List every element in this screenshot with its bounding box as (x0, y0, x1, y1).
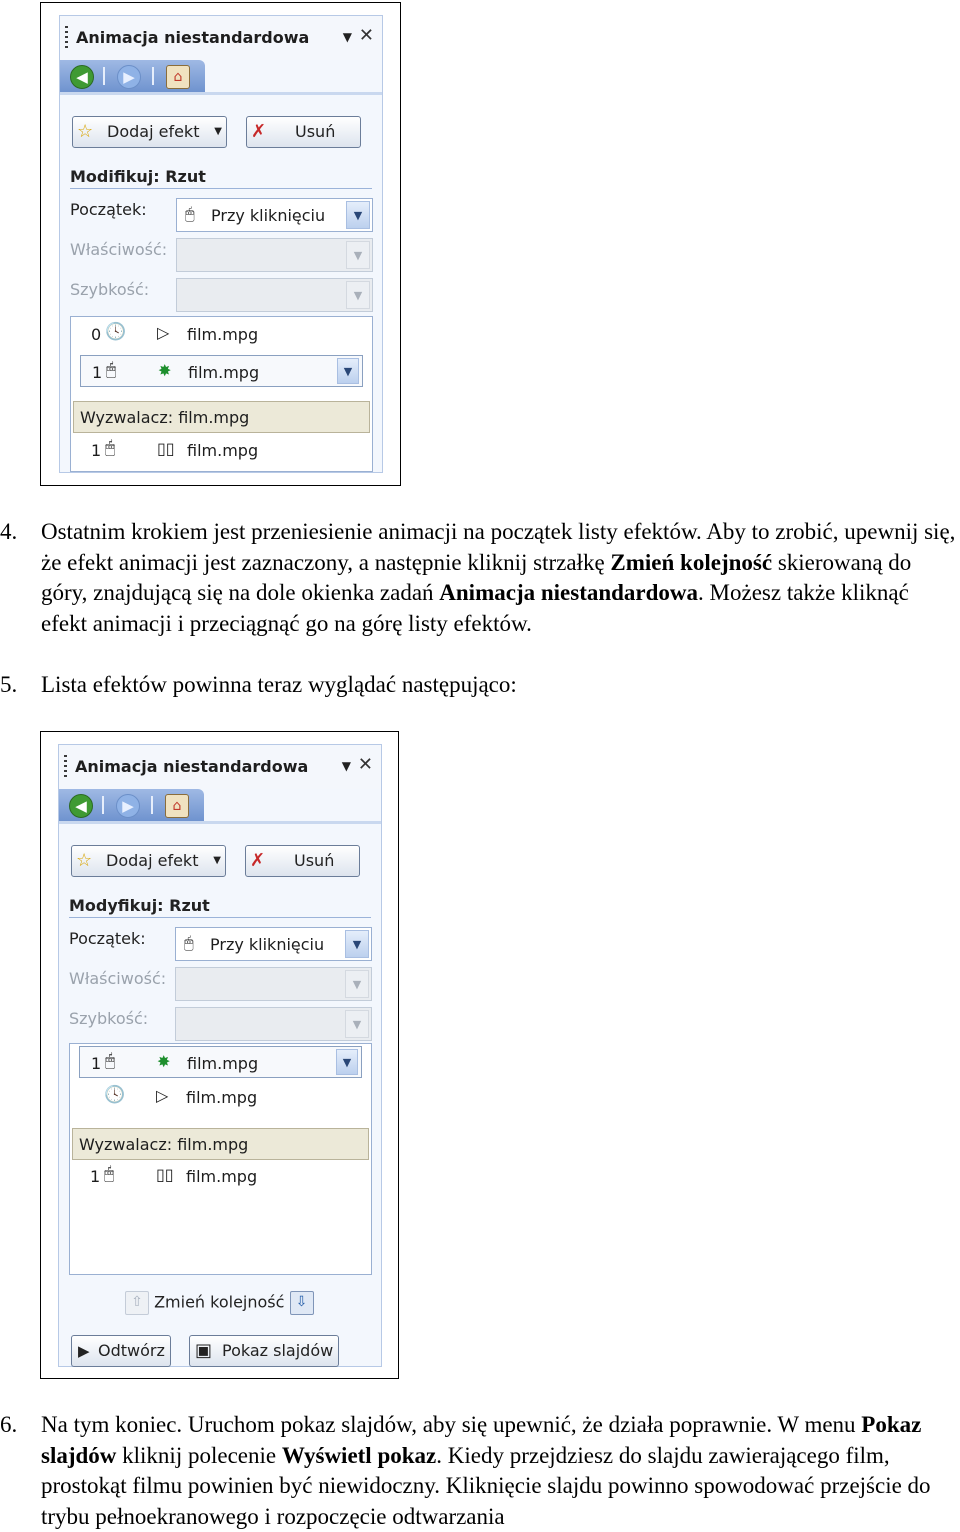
start-label: Początek: (69, 929, 146, 948)
item-number: 1 (92, 363, 103, 382)
play-icon: ▷ (156, 1086, 169, 1105)
nav-toolbar (60, 60, 205, 92)
list-item[interactable] (70, 1081, 371, 1113)
pane-title: Animacja niestandardowa (75, 757, 309, 776)
property-label: Właściwość: (69, 969, 167, 988)
mouse-icon: 🖱 (105, 1051, 116, 1071)
text: Ostatnim krokiem jest przeniesienie animacji na początek listy efektów. Aby to zrobić, upewnij się, że efekt animacji jest zaznaczony, a następnie kliknij strzałkę (41, 519, 956, 575)
slideshow-button[interactable] (189, 1335, 339, 1367)
reorder-control (125, 1291, 314, 1315)
pane-title-bar (59, 745, 381, 789)
slideshow-label: Pokaz slajdów (222, 1341, 334, 1360)
reorder-label: Zmień kolejność (154, 1292, 285, 1312)
pane-title-bar (60, 16, 382, 60)
star-icon: ✸ (157, 1052, 171, 1071)
list-item-selected[interactable] (80, 355, 363, 387)
list-item[interactable] (71, 318, 372, 350)
chevron-down-icon[interactable]: ▼ (345, 1010, 369, 1038)
star-icon: ✸ (158, 361, 172, 380)
bold-text: Wyświetl pokaz (281, 1442, 437, 1468)
screenshot-custom-animation-1 (40, 2, 401, 486)
effect-list (70, 316, 373, 472)
item-name: film.mpg (187, 1054, 259, 1073)
chevron-down-icon[interactable]: ▼ (336, 1049, 358, 1075)
speed-select[interactable] (175, 1007, 372, 1041)
pause-icon: ▯▯ (157, 439, 175, 458)
effect-list (69, 1043, 372, 1275)
move-up-icon[interactable]: ⇧ (125, 1291, 149, 1315)
chevron-down-icon[interactable]: ▼ (345, 970, 369, 998)
task-pane (58, 744, 382, 1367)
screenshot-custom-animation-2 (40, 731, 399, 1379)
clock-icon: 🕓 (104, 1085, 126, 1105)
start-select[interactable] (175, 927, 372, 961)
slideshow-icon: ▣ (195, 1340, 213, 1361)
move-down-icon[interactable]: ⇩ (290, 1291, 314, 1315)
text: . Kiedy przejdziesz do slajdu zawierającego film, prostokąt filmu powinien być niewidoczny. Kliknięcie slajdu powinno spowodować przejście do trybu pełnoekranowego i rozpoczęcie odtwarzania (41, 1442, 931, 1529)
chevron-down-icon: ▼ (213, 855, 221, 866)
nav-divider (60, 92, 382, 95)
trigger-header: Wyzwalacz: film.mpg (72, 1128, 369, 1160)
remove-button[interactable] (245, 845, 360, 877)
home-icon[interactable]: ⌂ (165, 794, 189, 818)
chevron-down-icon[interactable]: ▼ (346, 201, 370, 229)
item-name: film.mpg (186, 1088, 258, 1107)
item-name: film.mpg (186, 1167, 258, 1186)
item-number: 1 (90, 1167, 101, 1186)
modify-label: Modyfikuj: Rzut (69, 896, 210, 915)
nav-separator (152, 67, 154, 85)
divider (70, 188, 372, 189)
pause-icon: ▯▯ (156, 1165, 174, 1184)
start-label: Początek: (70, 200, 147, 219)
back-icon[interactable]: ◀ (69, 794, 93, 818)
step-text: Lista efektów powinna teraz wyglądać następująco: (41, 672, 517, 697)
add-effect-label: Dodaj efekt (106, 851, 199, 870)
item-number: 0 (91, 325, 102, 344)
list-item-selected[interactable] (79, 1046, 362, 1078)
modify-label: Modifikuj: Rzut (70, 167, 206, 186)
step-number: 5. (0, 672, 18, 697)
remove-label: Usuń (295, 122, 336, 141)
list-item[interactable] (71, 434, 372, 466)
star-icon: ☆ (77, 121, 94, 142)
divider (69, 917, 371, 918)
add-effect-label: Dodaj efekt (107, 122, 200, 141)
mouse-icon: 🖱 (104, 1164, 115, 1184)
chevron-down-icon: ▼ (214, 126, 222, 137)
back-icon[interactable]: ◀ (70, 65, 94, 89)
home-icon[interactable]: ⌂ (166, 65, 190, 89)
speed-select[interactable] (176, 278, 373, 312)
nav-separator (102, 796, 104, 814)
play-icon: ▷ (157, 323, 170, 342)
text: Na tym koniec. Uruchom pokaz slajdów, aby się upewnić, że działa poprawnie. W menu (41, 1412, 862, 1437)
item-name: film.mpg (187, 441, 259, 460)
play-button[interactable] (71, 1335, 171, 1367)
add-effect-button[interactable] (72, 116, 227, 148)
pane-menu-icon[interactable]: ▼ (341, 759, 351, 773)
mouse-icon: 🖱 (106, 360, 117, 380)
add-effect-button[interactable] (71, 845, 226, 877)
pane-title: Animacja niestandardowa (76, 28, 310, 47)
forward-icon[interactable]: ▶ (116, 794, 140, 818)
close-icon[interactable]: ✕ (358, 25, 374, 46)
delete-icon: ✗ (250, 850, 266, 871)
forward-icon[interactable]: ▶ (117, 65, 141, 89)
bold-text: Pokaz slajdów (41, 1412, 922, 1468)
chevron-down-icon[interactable]: ▼ (337, 358, 359, 384)
property-select[interactable] (175, 967, 372, 1001)
task-pane (59, 15, 383, 473)
delete-icon: ✗ (251, 121, 267, 142)
step-text (41, 1410, 960, 1532)
text: kliknij polecenie (116, 1442, 282, 1468)
step-text (41, 517, 960, 639)
mouse-icon: 🖱 (105, 438, 116, 458)
step-number: 4. (0, 519, 18, 544)
mouse-icon: 🖱 (184, 933, 194, 952)
nav-separator (151, 796, 153, 814)
item-number: 1 (91, 1054, 102, 1073)
start-select[interactable] (176, 198, 373, 232)
nav-toolbar (59, 789, 204, 821)
speed-label: Szybkość: (69, 1009, 149, 1028)
star-icon: ☆ (76, 850, 93, 871)
clock-icon: 🕓 (105, 322, 127, 342)
play-label: Odtwórz (98, 1341, 165, 1360)
step-number: 6. (0, 1412, 18, 1437)
property-select[interactable] (176, 238, 373, 272)
speed-label: Szybkość: (70, 280, 150, 299)
mouse-icon: 🖱 (185, 204, 195, 223)
text: . Możesz także kliknąć efekt animacji i przeciągnąć go na górę listy efektów. (41, 580, 909, 636)
trigger-header: Wyzwalacz: film.mpg (73, 401, 370, 433)
chevron-down-icon[interactable]: ▼ (345, 930, 369, 958)
pane-menu-icon[interactable]: ▼ (342, 30, 352, 44)
list-item[interactable] (70, 1160, 371, 1192)
nav-separator (103, 67, 105, 85)
remove-button[interactable] (246, 116, 361, 148)
play-icon: ▶ (78, 1342, 90, 1360)
grip-icon[interactable] (64, 755, 67, 777)
start-value: Przy kliknięciu (210, 935, 325, 954)
remove-label: Usuń (294, 851, 335, 870)
text: skierowaną do góry, znajdującą się na dole okienka zadań (41, 549, 912, 605)
chevron-down-icon[interactable]: ▼ (346, 281, 370, 309)
close-icon[interactable]: ✕ (357, 754, 373, 775)
start-value: Przy kliknięciu (211, 206, 326, 225)
nav-divider (59, 821, 381, 824)
item-name: film.mpg (188, 363, 260, 382)
grip-icon[interactable] (65, 26, 68, 48)
item-name: film.mpg (187, 325, 259, 344)
bold-text: Animacja niestandardowa (439, 580, 699, 605)
bold-text: Zmień kolejność (610, 549, 773, 575)
chevron-down-icon[interactable]: ▼ (346, 241, 370, 269)
property-label: Właściwość: (70, 240, 168, 259)
item-number: 1 (91, 441, 102, 460)
